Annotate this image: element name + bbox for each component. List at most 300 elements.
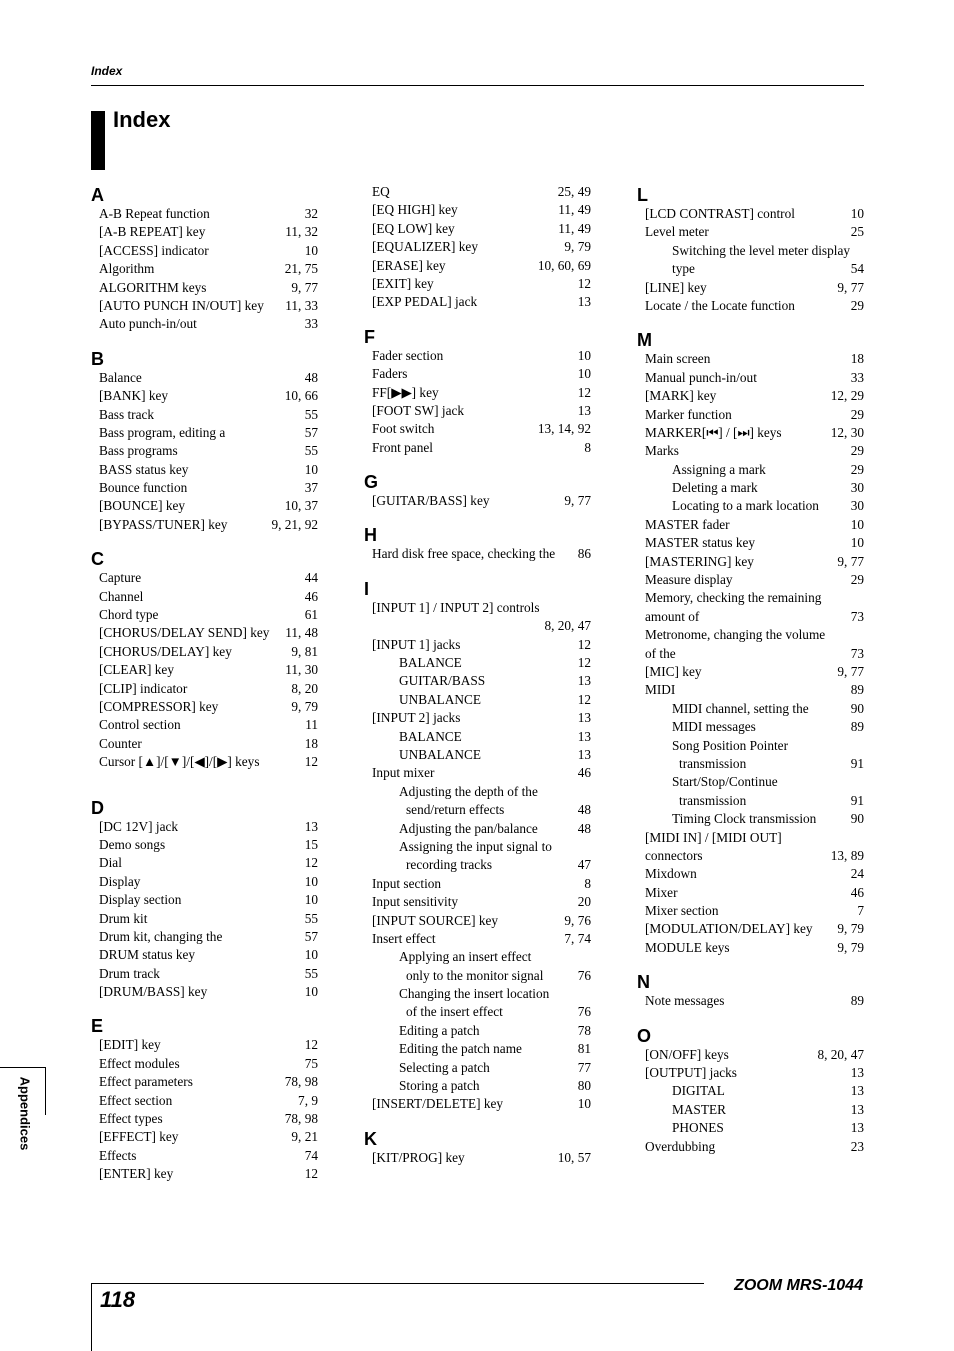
index-entry bbox=[91, 424, 318, 442]
entry-pages: 9, 79 bbox=[564, 239, 591, 255]
entry-term: MIDI channel, setting the bbox=[672, 700, 809, 716]
section-gap bbox=[637, 315, 864, 330]
entry-pages: 48 bbox=[304, 369, 318, 385]
entry-pages: 74 bbox=[304, 1147, 318, 1163]
index-entry bbox=[637, 865, 864, 883]
entry-term: [COMPRESSOR] key bbox=[99, 698, 219, 714]
entry-term: Memory, checking the remaining bbox=[645, 590, 822, 606]
entry-term: [CHORUS/DELAY SEND] key bbox=[99, 625, 270, 641]
entry-term: send/return effects bbox=[406, 802, 505, 818]
entry-term: Bounce function bbox=[99, 480, 188, 496]
entry-term: Drum kit bbox=[99, 910, 148, 926]
index-entry bbox=[637, 387, 864, 405]
index-entry bbox=[637, 737, 864, 755]
entry-term: Bass program, editing a bbox=[99, 424, 226, 440]
page-title: Index bbox=[113, 107, 171, 132]
entry-term: Marks bbox=[645, 443, 679, 459]
index-entry bbox=[364, 709, 591, 727]
index-entry bbox=[364, 636, 591, 654]
index-entry bbox=[637, 1138, 864, 1156]
index-entry bbox=[364, 893, 591, 911]
entry-pages: 90 bbox=[850, 811, 864, 827]
index-entry bbox=[91, 753, 318, 771]
entry-term: Auto punch-in/out bbox=[99, 316, 197, 332]
entry-pages: 33 bbox=[850, 369, 864, 385]
entry-pages: 10 bbox=[850, 535, 864, 551]
index-entry bbox=[91, 205, 318, 223]
entry-term: [BANK] key bbox=[99, 388, 169, 404]
index-entry bbox=[364, 746, 591, 764]
index-entry bbox=[637, 406, 864, 424]
entry-pages: 48 bbox=[577, 820, 591, 836]
entry-pages: 9, 79 bbox=[837, 921, 864, 937]
index-entry bbox=[364, 617, 591, 635]
bottom-vertical-rule bbox=[91, 1283, 92, 1351]
entry-term: Insert effect bbox=[372, 930, 436, 946]
entry-term: Front panel bbox=[372, 439, 433, 455]
entry-pages: 13 bbox=[577, 710, 591, 726]
index-entry bbox=[637, 939, 864, 957]
section-gap bbox=[91, 772, 318, 798]
entry-pages: 10 bbox=[577, 366, 591, 382]
section-letter: H bbox=[364, 525, 377, 546]
index-entry bbox=[637, 1082, 864, 1100]
section-letter: I bbox=[364, 578, 370, 599]
index-entry bbox=[637, 718, 864, 736]
entry-term: [EFFECT] key bbox=[99, 1129, 179, 1145]
section-letter: F bbox=[364, 326, 375, 347]
index-entry bbox=[637, 792, 864, 810]
index-entry bbox=[364, 439, 591, 457]
entry-pages: 10, 66 bbox=[284, 388, 318, 404]
index-entry bbox=[91, 1092, 318, 1110]
entry-pages: 8 bbox=[584, 875, 591, 891]
index-entry bbox=[637, 755, 864, 773]
entry-term: Timing Clock transmission bbox=[672, 811, 817, 827]
entry-term: BALANCE bbox=[399, 728, 462, 744]
entry-term: Adjusting the pan/balance bbox=[399, 820, 538, 836]
index-entry bbox=[637, 497, 864, 515]
index-entry bbox=[91, 606, 318, 624]
entry-pages: 12, 29 bbox=[830, 388, 864, 404]
entry-term: Note messages bbox=[645, 993, 725, 1009]
index-entry bbox=[91, 279, 318, 297]
index-entry bbox=[637, 645, 864, 663]
index-entry bbox=[637, 663, 864, 681]
entry-pages: 57 bbox=[304, 424, 318, 440]
index-entry bbox=[637, 847, 864, 865]
index-entry bbox=[91, 588, 318, 606]
index-entry bbox=[91, 297, 318, 315]
index-entry bbox=[91, 315, 318, 333]
entry-term: Mixdown bbox=[645, 866, 697, 882]
entry-pages: 8, 20, 47 bbox=[544, 618, 591, 634]
entry-term: [ON/OFF] keys bbox=[645, 1046, 729, 1062]
entry-term: Selecting a patch bbox=[399, 1059, 490, 1075]
index-entry bbox=[637, 369, 864, 387]
index-entry bbox=[364, 985, 591, 1003]
index-entry bbox=[364, 275, 591, 293]
entry-pages: 76 bbox=[577, 967, 591, 983]
entry-pages: 55 bbox=[304, 910, 318, 926]
entry-pages: 11, 49 bbox=[558, 220, 591, 236]
index-entry bbox=[364, 545, 591, 563]
entry-pages: 89 bbox=[850, 993, 864, 1009]
entry-pages: 13 bbox=[850, 1065, 864, 1081]
entry-pages: 13 bbox=[577, 294, 591, 310]
index-entry bbox=[637, 920, 864, 938]
entry-pages: 13, 14, 92 bbox=[537, 421, 591, 437]
index-entry bbox=[364, 1003, 591, 1021]
index-entry bbox=[364, 672, 591, 690]
entry-term: [BOUNCE] key bbox=[99, 498, 186, 514]
index-entry bbox=[364, 691, 591, 709]
entry-term: Algorithm bbox=[99, 261, 155, 277]
index-entry bbox=[637, 589, 864, 607]
entry-pages: 33 bbox=[304, 316, 318, 332]
entry-term: Mixer section bbox=[645, 903, 719, 919]
index-entry bbox=[364, 654, 591, 672]
index-entry bbox=[91, 928, 318, 946]
section-letter: M bbox=[637, 330, 652, 351]
entry-term: Cursor [▲]/[▼]/[◀]/[▶] keys bbox=[99, 754, 260, 770]
entry-term: [AUTO PUNCH IN/OUT] key bbox=[99, 297, 264, 313]
entry-pages: 13 bbox=[577, 728, 591, 744]
entry-pages: 9, 21 bbox=[291, 1129, 318, 1145]
entry-pages: 12 bbox=[304, 754, 318, 770]
section-letter: D bbox=[91, 797, 104, 818]
index-entry bbox=[91, 873, 318, 891]
entry-term: Channel bbox=[99, 588, 144, 604]
index-entry bbox=[91, 242, 318, 260]
entry-term: [MIDI IN] / [MIDI OUT] bbox=[645, 829, 782, 845]
entry-term: Song Position Pointer bbox=[672, 737, 788, 753]
entry-term: [ERASE] key bbox=[372, 257, 446, 273]
entry-pages: 12 bbox=[304, 855, 318, 871]
entry-term: Adjusting the depth of the bbox=[399, 783, 538, 799]
entry-term: MIDI messages bbox=[672, 719, 756, 735]
entry-pages: 44 bbox=[304, 570, 318, 586]
entry-pages: 10, 37 bbox=[284, 498, 318, 514]
index-entry bbox=[91, 946, 318, 964]
entry-pages: 13 bbox=[577, 673, 591, 689]
entry-term: Counter bbox=[99, 735, 142, 751]
entry-pages: 89 bbox=[850, 682, 864, 698]
entry-pages: 86 bbox=[577, 546, 591, 562]
index-entry bbox=[91, 624, 318, 642]
entry-term: UNBALANCE bbox=[399, 691, 481, 707]
entry-term: GUITAR/BASS bbox=[399, 673, 486, 689]
entry-term: Mixer bbox=[645, 884, 678, 900]
index-entry bbox=[91, 516, 318, 534]
entry-pages: 11 bbox=[305, 717, 318, 733]
entry-term: Foot switch bbox=[372, 421, 435, 437]
index-column-2 bbox=[364, 183, 591, 1167]
entry-pages: 77 bbox=[577, 1059, 591, 1075]
entry-term: Assigning the input signal to bbox=[399, 838, 552, 854]
entry-term: [DRUM/BASS] key bbox=[99, 984, 208, 1000]
entry-pages: 55 bbox=[304, 965, 318, 981]
entry-pages: 8, 20 bbox=[291, 680, 318, 696]
entry-term: MARKER[⏮] / [⏭] keys bbox=[645, 424, 782, 440]
section-gap bbox=[364, 564, 591, 579]
entry-pages: 90 bbox=[850, 700, 864, 716]
entry-term: Input mixer bbox=[372, 765, 435, 781]
index-entry bbox=[637, 626, 864, 644]
entry-term: of the bbox=[645, 645, 676, 661]
index-entry bbox=[637, 479, 864, 497]
section-gap bbox=[91, 334, 318, 349]
entry-term: amount of bbox=[645, 608, 700, 624]
entry-pages: 7 bbox=[857, 903, 864, 919]
entry-pages: 20 bbox=[577, 894, 591, 910]
index-entry bbox=[637, 205, 864, 223]
entry-term: MASTER bbox=[672, 1101, 726, 1117]
side-tab-label: Appendices bbox=[17, 1076, 33, 1151]
entry-pages: 32 bbox=[304, 206, 318, 221]
entry-term: Assigning a mark bbox=[672, 461, 766, 477]
index-entry bbox=[91, 1165, 318, 1183]
entry-term: [LINE] key bbox=[645, 279, 707, 295]
section-gap bbox=[364, 457, 591, 472]
entry-term: Drum kit, changing the bbox=[99, 928, 223, 944]
index-entry bbox=[637, 242, 864, 260]
entry-term: MIDI bbox=[645, 682, 676, 698]
entry-pages: 29 bbox=[850, 443, 864, 459]
entry-pages: 55 bbox=[304, 406, 318, 422]
index-entry bbox=[91, 680, 318, 698]
entry-term: [INPUT 1] / INPUT 2] controls bbox=[372, 599, 540, 615]
entry-pages: 13 bbox=[850, 1083, 864, 1099]
entry-pages: 7, 9 bbox=[298, 1092, 318, 1108]
index-entry bbox=[364, 183, 591, 201]
entry-pages: 10 bbox=[304, 873, 318, 889]
section-letter: K bbox=[364, 1128, 377, 1149]
entry-term: [CLEAR] key bbox=[99, 662, 174, 678]
section-gap bbox=[637, 1011, 864, 1026]
entry-term: [A-B REPEAT] key bbox=[99, 224, 206, 240]
entry-pages: 10 bbox=[304, 242, 318, 258]
entry-pages: 13 bbox=[304, 818, 318, 834]
entry-term: DIGITAL bbox=[672, 1083, 725, 1099]
entry-pages: 11, 30 bbox=[285, 662, 318, 678]
entry-pages: 12 bbox=[304, 1166, 318, 1182]
entry-term: of the insert effect bbox=[406, 1004, 503, 1020]
entry-term: [EQ LOW] key bbox=[372, 220, 455, 236]
entry-term: [CHORUS/DELAY] key bbox=[99, 643, 232, 659]
index-entry bbox=[91, 1073, 318, 1091]
entry-pages: 11, 32 bbox=[285, 224, 318, 240]
entry-term: Bass programs bbox=[99, 443, 178, 459]
entry-term: Capture bbox=[99, 570, 142, 586]
entry-term: [INPUT 2] jacks bbox=[372, 710, 461, 726]
index-entry bbox=[91, 260, 318, 278]
entry-term: UNBALANCE bbox=[399, 746, 481, 762]
index-entry bbox=[91, 1147, 318, 1165]
index-entry bbox=[364, 1022, 591, 1040]
entry-pages: 9, 77 bbox=[291, 279, 318, 295]
entry-term: [EDIT] key bbox=[99, 1037, 161, 1053]
entry-pages: 73 bbox=[850, 645, 864, 661]
entry-term: Effect types bbox=[99, 1111, 163, 1127]
index-entry bbox=[91, 497, 318, 515]
entry-pages: 30 bbox=[850, 480, 864, 496]
index-entry bbox=[91, 983, 318, 1001]
section-letter: L bbox=[637, 185, 648, 205]
entry-pages: 10, 60, 69 bbox=[537, 257, 591, 273]
entry-term: Fader section bbox=[372, 347, 444, 363]
section-letter: E bbox=[91, 1016, 104, 1037]
entry-pages: 7, 74 bbox=[564, 930, 591, 946]
entry-term: [EXIT] key bbox=[372, 275, 434, 291]
entry-pages: 13, 89 bbox=[830, 847, 864, 863]
entry-term: Dial bbox=[99, 855, 122, 871]
index-entry bbox=[364, 1040, 591, 1058]
index-entry bbox=[637, 700, 864, 718]
entry-term: Control section bbox=[99, 717, 181, 733]
entry-term: Applying an insert effect bbox=[399, 949, 532, 965]
index-entry bbox=[91, 735, 318, 753]
entry-pages: 29 bbox=[850, 572, 864, 588]
index-entry bbox=[364, 764, 591, 782]
entry-pages: 78, 98 bbox=[284, 1074, 318, 1090]
index-entry bbox=[637, 1046, 864, 1064]
index-entry bbox=[364, 420, 591, 438]
index-entry bbox=[364, 912, 591, 930]
entry-pages: 73 bbox=[850, 608, 864, 624]
section-letter: G bbox=[364, 472, 379, 493]
index-entry bbox=[637, 810, 864, 828]
entry-pages: 54 bbox=[850, 261, 864, 277]
entry-term: Display bbox=[99, 873, 141, 889]
index-entry bbox=[364, 201, 591, 219]
section-gap bbox=[364, 1114, 591, 1129]
entry-term: Manual punch-in/out bbox=[645, 369, 757, 385]
section-gap bbox=[637, 957, 864, 972]
entry-pages: 78, 98 bbox=[284, 1111, 318, 1127]
entry-term: A-B Repeat function bbox=[99, 206, 210, 221]
entry-term: BASS status key bbox=[99, 461, 189, 477]
entry-term: [ENTER] key bbox=[99, 1166, 174, 1182]
entry-term: [BYPASS/TUNER] key bbox=[99, 516, 228, 532]
index-entry bbox=[637, 534, 864, 552]
entry-pages: 9, 77 bbox=[837, 553, 864, 569]
entry-pages: 10 bbox=[850, 516, 864, 532]
entry-term: Input sensitivity bbox=[372, 894, 459, 910]
entry-term: [MODULATION/DELAY] key bbox=[645, 921, 813, 937]
index-entry bbox=[637, 553, 864, 571]
index-entry bbox=[91, 965, 318, 983]
entry-pages: 10 bbox=[304, 892, 318, 908]
entry-pages: 11, 48 bbox=[285, 625, 318, 641]
entry-term: [FOOT SW] jack bbox=[372, 402, 465, 418]
index-column-3 bbox=[637, 185, 864, 1156]
entry-pages: 13 bbox=[850, 1120, 864, 1136]
index-entry bbox=[637, 461, 864, 479]
running-head: Index bbox=[91, 64, 123, 78]
index-entry bbox=[91, 387, 318, 405]
entry-pages: 61 bbox=[304, 607, 318, 623]
entry-pages: 30 bbox=[850, 498, 864, 514]
entry-pages: 57 bbox=[304, 928, 318, 944]
entry-pages: 12 bbox=[577, 636, 591, 652]
entry-term: Balance bbox=[99, 369, 142, 385]
entry-pages: 80 bbox=[577, 1078, 591, 1094]
entry-term: Bass track bbox=[99, 406, 155, 422]
index-entry bbox=[91, 569, 318, 587]
section-gap bbox=[91, 534, 318, 549]
top-rule bbox=[91, 85, 864, 86]
index-entry bbox=[637, 223, 864, 241]
entry-term: Editing the patch name bbox=[399, 1041, 522, 1057]
entry-term: Display section bbox=[99, 892, 182, 908]
entry-term: PHONES bbox=[672, 1120, 724, 1136]
entry-pages: 9, 76 bbox=[564, 912, 591, 928]
index-entry bbox=[637, 608, 864, 626]
entry-pages: 76 bbox=[577, 1004, 591, 1020]
entry-pages: 55 bbox=[304, 443, 318, 459]
entry-term: MASTER fader bbox=[645, 516, 730, 532]
entry-term: DRUM status key bbox=[99, 947, 196, 963]
entry-term: Locating to a mark location bbox=[672, 498, 819, 514]
index-entry bbox=[364, 838, 591, 856]
index-entry bbox=[637, 773, 864, 791]
index-entry bbox=[364, 257, 591, 275]
index-entry bbox=[637, 516, 864, 534]
index-entry bbox=[364, 365, 591, 383]
entry-term: Locate / the Locate function bbox=[645, 297, 795, 313]
index-entry bbox=[637, 902, 864, 920]
index-entry bbox=[364, 801, 591, 819]
index-entry bbox=[364, 492, 591, 510]
entry-term: Input section bbox=[372, 875, 442, 891]
index-entry bbox=[91, 891, 318, 909]
entry-pages: 46 bbox=[577, 765, 591, 781]
index-entry bbox=[91, 643, 318, 661]
entry-pages: 9, 77 bbox=[837, 279, 864, 295]
index-entry bbox=[91, 836, 318, 854]
entry-term: [CLIP] indicator bbox=[99, 680, 188, 696]
entry-term: only to the monitor signal bbox=[406, 967, 544, 983]
index-entry bbox=[91, 910, 318, 928]
entry-term: [ACCESS] indicator bbox=[99, 242, 209, 258]
entry-pages: 10 bbox=[577, 347, 591, 363]
index-entry bbox=[637, 1119, 864, 1137]
entry-pages: 8, 20, 47 bbox=[817, 1046, 864, 1062]
entry-pages: 29 bbox=[850, 461, 864, 477]
product-name: ZOOM MRS-1044 bbox=[734, 1277, 863, 1294]
entry-pages: 10 bbox=[304, 947, 318, 963]
entry-term: Demo songs bbox=[99, 836, 166, 852]
page-number: 118 bbox=[100, 1287, 136, 1312]
entry-pages: 13 bbox=[577, 402, 591, 418]
entry-term: Main screen bbox=[645, 351, 711, 367]
entry-pages: 48 bbox=[577, 802, 591, 818]
entry-term: transmission bbox=[679, 755, 747, 771]
entry-pages: 12 bbox=[304, 1037, 318, 1053]
index-entry bbox=[364, 1077, 591, 1095]
index-entry bbox=[637, 279, 864, 297]
entry-term: MASTER status key bbox=[645, 535, 756, 551]
entry-term: recording tracks bbox=[406, 857, 493, 873]
entry-pages: 29 bbox=[850, 297, 864, 313]
index-entry bbox=[91, 442, 318, 460]
index-entry bbox=[364, 384, 591, 402]
index-entry bbox=[364, 347, 591, 365]
entry-pages: 12 bbox=[577, 275, 591, 291]
entry-term: Deleting a mark bbox=[672, 480, 758, 496]
index-entry bbox=[364, 1059, 591, 1077]
